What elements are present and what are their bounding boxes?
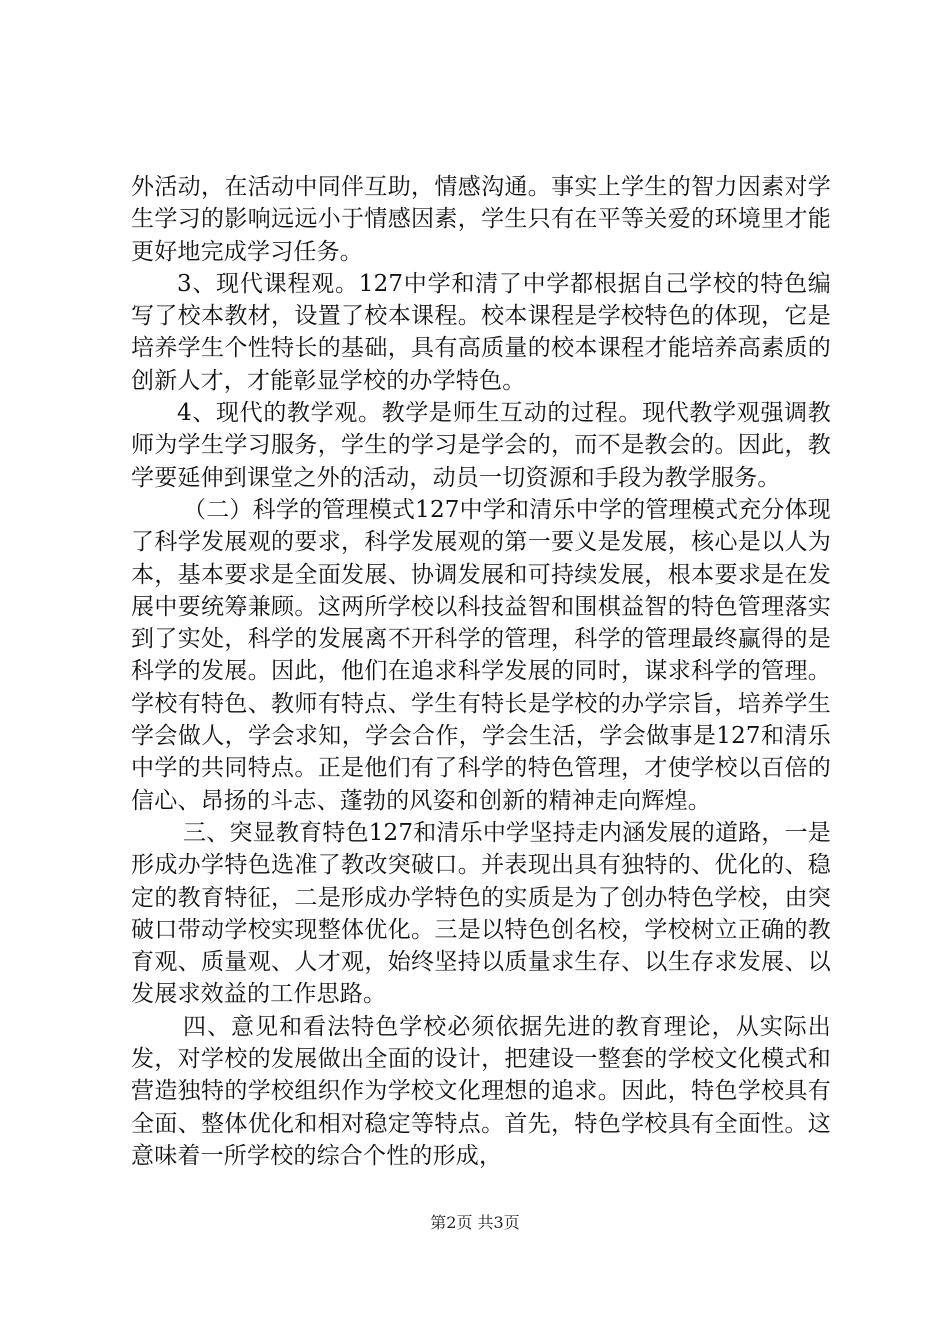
paragraph-management-model: （二）科学的管理模式127中学和清乐中学的管理模式充分体现了科学发展观的要求，科学发展观的第一要义是发展，核心是以人为本，基本要求是全面发展、协调发展和可持续发展，根本要求是在发展中要统筹兼顾。这两所学校以科技益智和围棋益智的特色管理落实到了实处，科学的发展离不开科学的管理，科学的管理最终赢得的是科学的发展。因此，他们在追求科学发展的同时，谋求科学的管理。学校有特色、教师有特点、学生有特长是学校的办学宗旨，培养学生学会做人，学会求知，学会合作，学会生活，学会做事是127和清乐中学的共同特点。正是他们有了科学的特色管理，才使学校以百倍的信心、昂扬的斗志、蓬勃的风姿和创新的精神走向辉煌。 [131,496,831,814]
document-body [131,171,831,1172]
paragraph-education-features: 三、突显教育特色127和清乐中学坚持走内涵发展的道路，一是形成办学特色选准了教改突破口。并表现出具有独特的、优化的、稳定的教育特征，二是形成办学特色的实质是为了创办特色学校，由突破口带动学校实现整体优化。三是以特色创名校，学校树立正确的教育观、质量观、人才观，始终坚持以质量求生存、以生存求发展、以发展求效益的工作思路。 [131,819,831,1008]
paragraph-teaching-view: 4、现代的教学观。教学是师生互动的过程。现代教学观强调教师为学生学习服务，学生的学习是学会的，而不是教会的。因此，教学要延伸到课堂之外的活动，动员一切资源和手段为教学服务。 [131,400,831,491]
paragraph-curriculum-view: 3、现代课程观。127中学和清了中学都根据自己学校的特色编写了校本教材，设置了校本课程。校本课程是学校特色的体现，它是培养学生个性特长的基础，具有高质量的校本课程才能培养高素质的创新人才，才能彰显学校的办学特色。 [131,270,831,394]
page-footer: 第2页 共3页 [430,1213,520,1232]
paragraph-opinions: 四、意见和看法特色学校必须依据先进的教育理论，从实际出发，对学校的发展做出全面的设计，把建设一整套的学校文化模式和营造独特的学校组织作为学校文化理想的追求。因此，特色学校具有全面、整体优化和相对稳定等特点。首先，特色学校具有全面性。这意味着一所学校的综合个性的形成， [131,1013,831,1169]
paragraph-continuation: 外活动，在活动中同伴互助，情感沟通。事实上学生的智力因素对学生学习的影响远远小于情感因素，学生只有在平等关爱的环境里才能更好地完成学习任务。 [131,174,831,265]
